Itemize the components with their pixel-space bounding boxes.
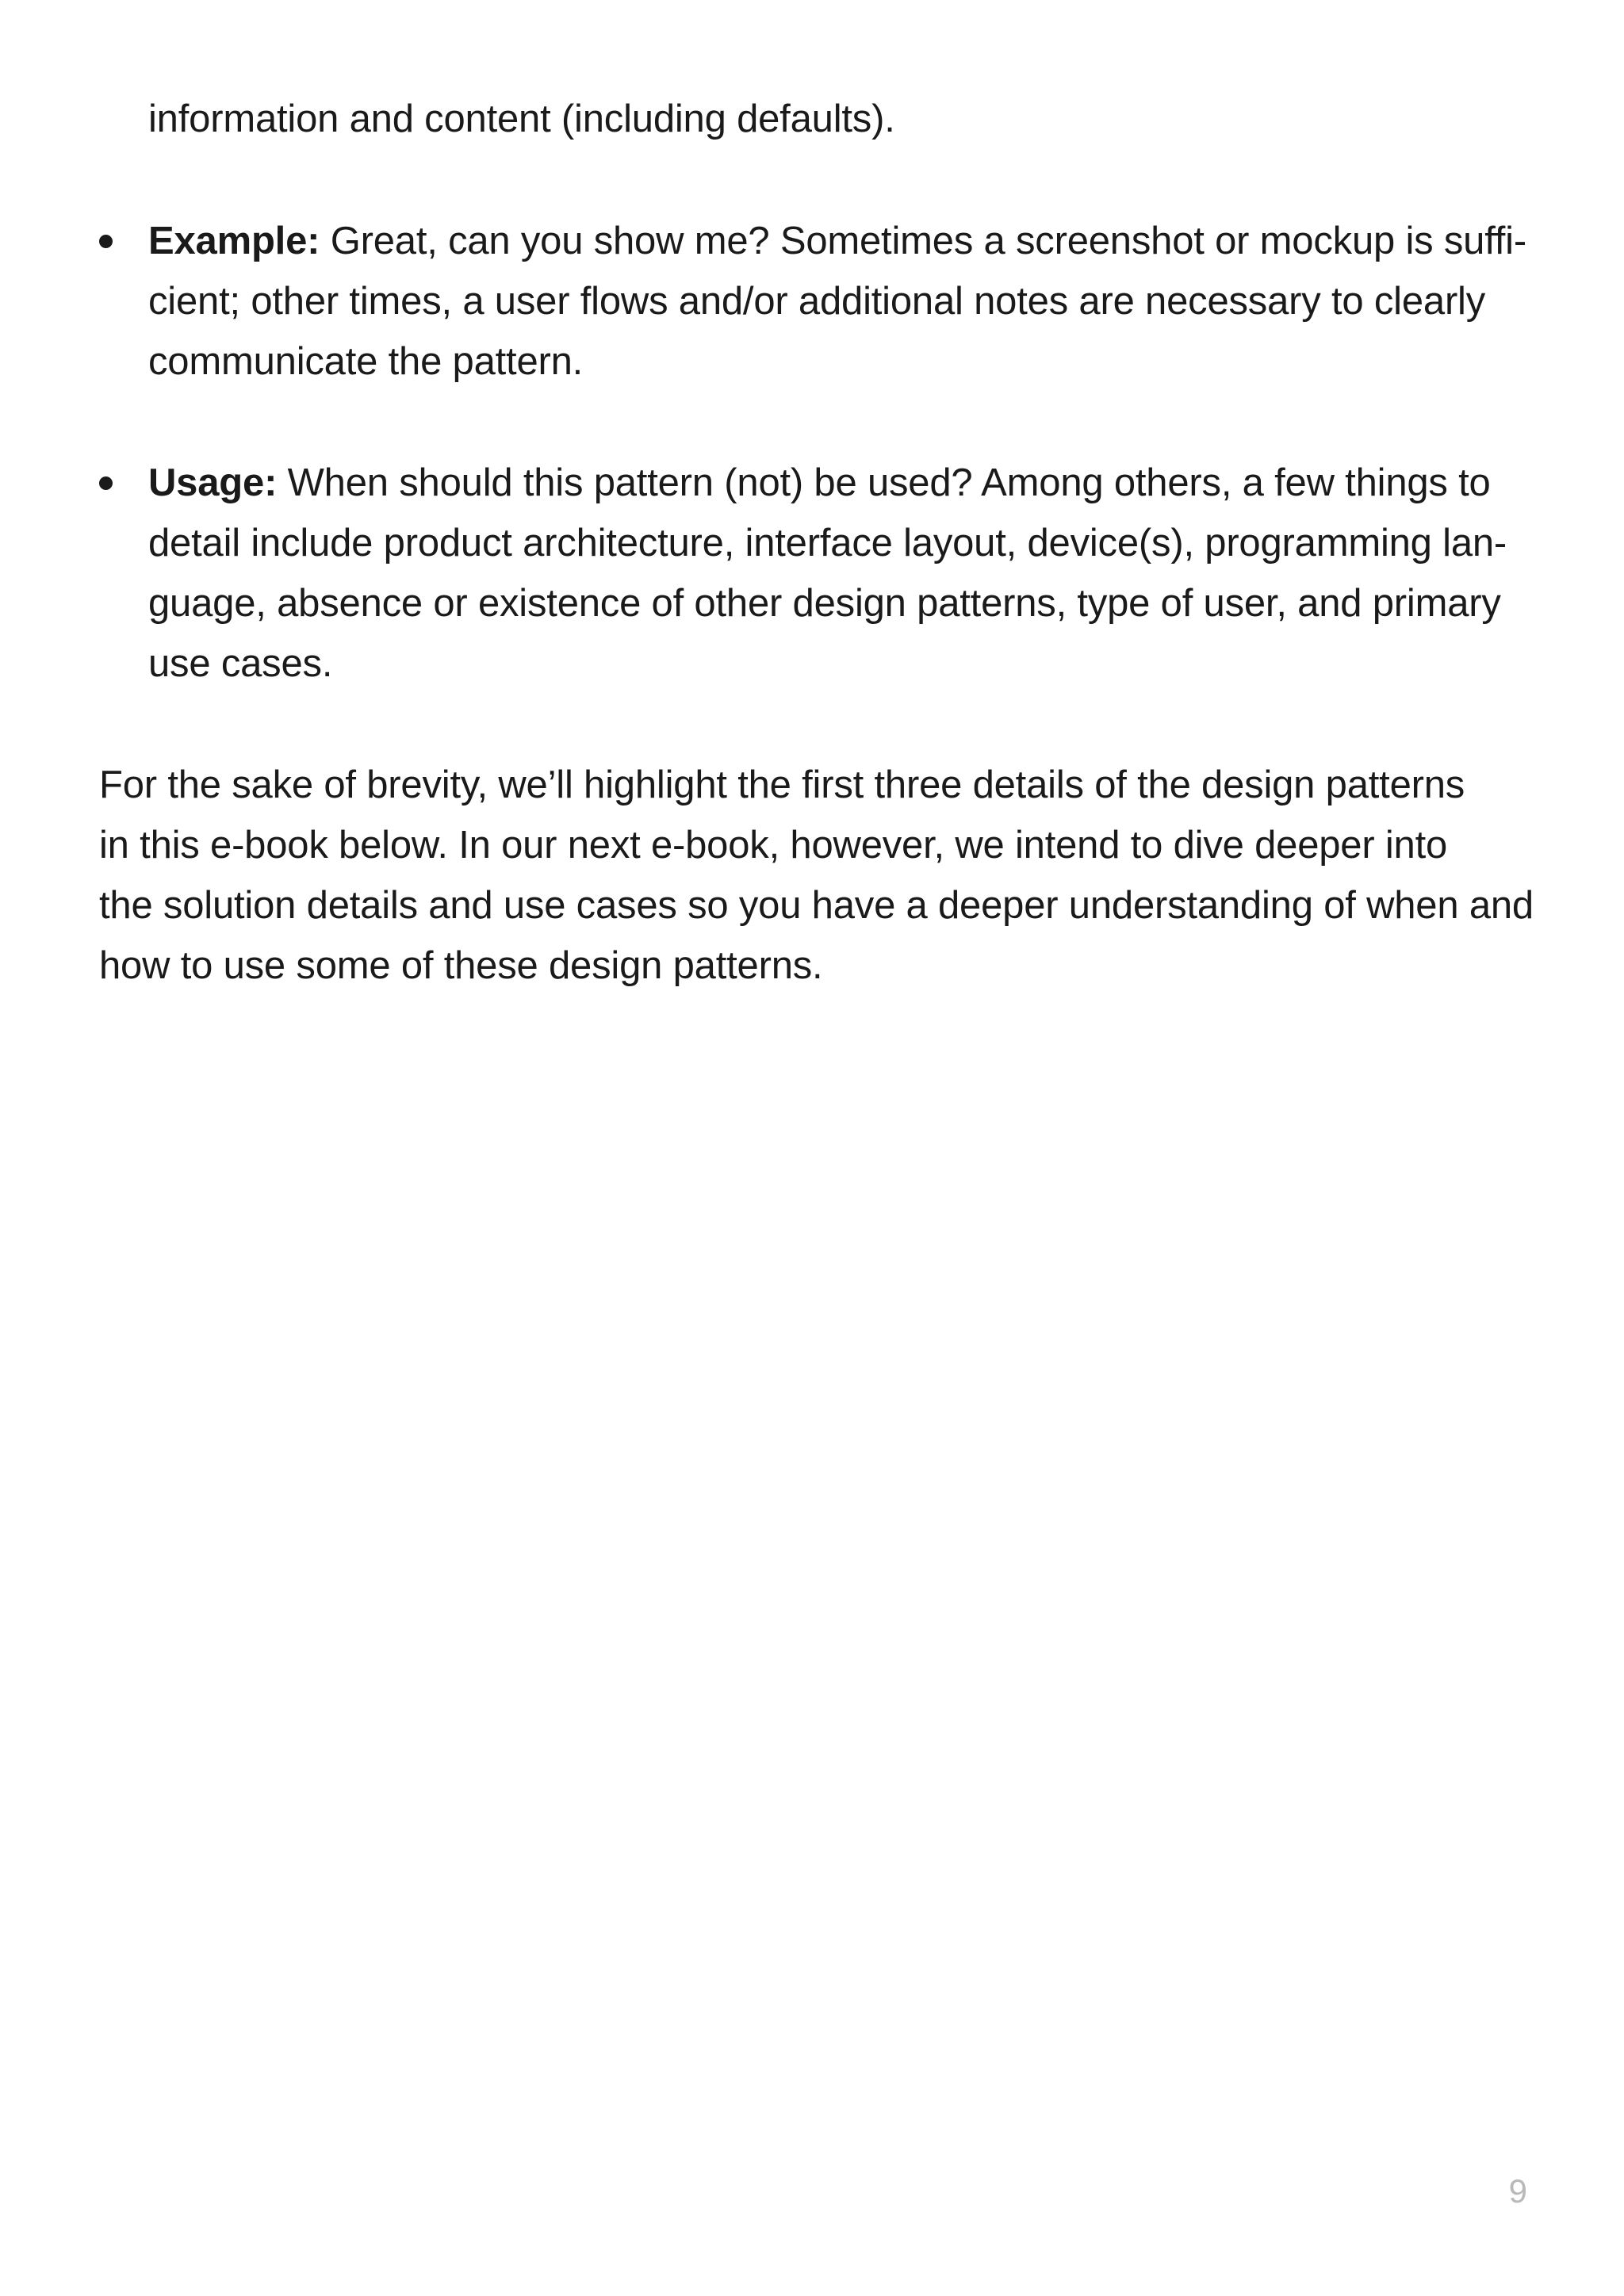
bullet-line: guage, absence or existence of other design patterns, type of user, and primary <box>148 582 1501 625</box>
bullet-text: When should this pattern (not) be used? Among others, a few things to <box>277 461 1491 504</box>
paragraph-line: the solution details and use cases so you have a deeper understanding of when and <box>99 884 1534 927</box>
bullet-line <box>148 453 1491 513</box>
bullet-term: Usage: <box>148 461 278 504</box>
page-number: 9 <box>1508 2172 1527 2210</box>
bullet-line: communicate the pattern. <box>148 340 584 383</box>
bullet-term: Example: <box>148 220 320 262</box>
paragraph-line: in this e-book below. In our next e-book, however, we intend to dive deeper into <box>99 824 1448 867</box>
bullet-icon <box>99 235 113 248</box>
bullet-line: detail include product architecture, interface layout, device(s), programming lan- <box>148 522 1507 564</box>
bullet-icon <box>99 476 113 490</box>
bullet-text: Great, can you show me? Sometimes a screenshot or mockup is suffi- <box>320 220 1526 262</box>
continuation-line: information and content (including defaults). <box>148 98 895 140</box>
bullet-line: use cases. <box>148 642 333 685</box>
paragraph-line: how to use some of these design patterns. <box>99 944 823 987</box>
bullet-line <box>148 211 1526 271</box>
bullet-line: cient; other times, a user flows and/or additional notes are necessary to clearly <box>148 280 1486 323</box>
paragraph-line: For the sake of brevity, we’ll highlight the first three details of the design patterns <box>99 763 1465 806</box>
